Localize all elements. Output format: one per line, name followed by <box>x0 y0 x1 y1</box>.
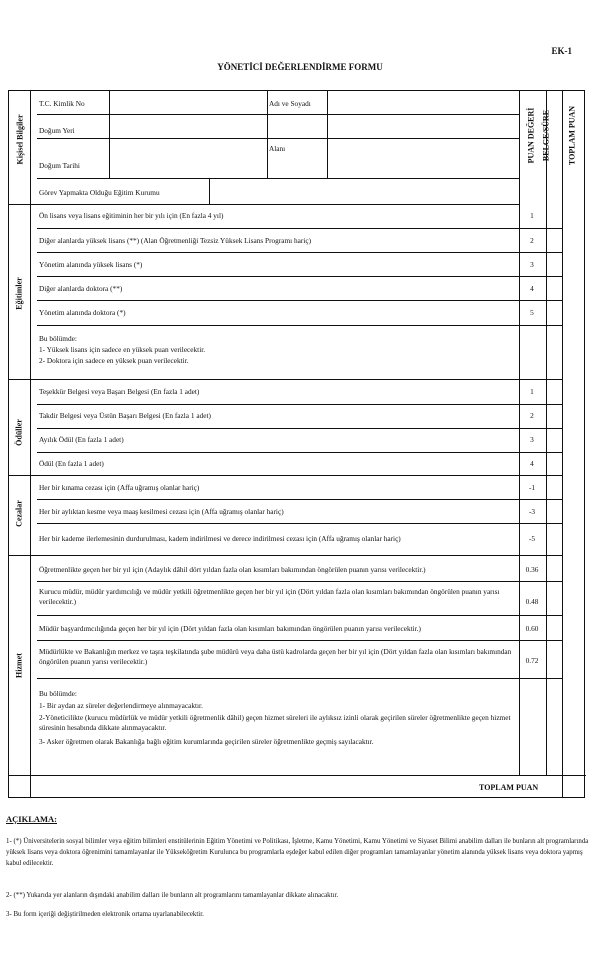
hizmet-value: 0.60 <box>525 624 539 633</box>
hizmet-note-title: Bu bölümde: <box>39 689 77 698</box>
label-ad: Adı ve Soyadı <box>269 99 311 108</box>
hizmet-value: 0.72 <box>525 656 539 665</box>
hizmet-item: Öğretmenlikte geçen her bir yıl için (Adaylık dâhil dört yıldan fazla olan kısımları bakımından öngörülen puanın yarısı verilecektir.) <box>39 565 426 574</box>
row-line <box>37 640 562 641</box>
ceza-value: -1 <box>528 483 536 492</box>
odul-item: Ödül (En fazla 1 adet) <box>39 459 104 468</box>
section-divider <box>30 91 31 797</box>
aciklama-p1: 1- (*) Üniversitelerin sosyal bilimler veya eğitim bilimleri enstitülerinin Eğitim Yönetimi ve Politikası, İşletme, Kamu Yönetimi, Kamu Yönetimi ve Siyaset Bilimi anabilim dalları ile bunların alt programlarında yüksek lisans veya doktora öğrenimini tamamlayanlar ile Yükseköğretim Kurulunca bu programlarla eşdeğer kabul edilen diğer programları tamamlayanlar yönetim alanında yüksek lisans veya doktora yapmış kabul edilecektir. <box>6 838 589 867</box>
row-line <box>37 523 562 524</box>
puan-col-line <box>519 91 520 775</box>
form-table <box>8 90 585 798</box>
puan-degeri-header: PUAN DEĞERİ <box>526 107 536 164</box>
label-dogum-tarihi: Doğum Tarihi <box>39 161 80 170</box>
ceza-value: -5 <box>528 534 536 543</box>
odul-value: 4 <box>530 459 534 468</box>
odul-item: Takdir Belgesi veya Üstün Başarı Belgesi (En fazla 1 adet) <box>39 411 211 420</box>
ceza-item: Her bir aylıktan kesme veya maaş kesilmesi cezası için (Affa uğramış olanlar hariç) <box>39 507 284 516</box>
aciklama-p2: 2- (**) Yukarıda yer alanların dışındaki anabilim dalları ile bunların alt programlarını tamamlayanlar dikkate alınacaktır. <box>6 892 339 899</box>
section-cezalar: Cezalar <box>14 500 24 527</box>
aciklama-title: AÇIKLAMA: <box>6 814 57 824</box>
form-title: YÖNETİCİ DEĞERLENDİRME FORMU <box>217 62 383 72</box>
egitim-value: 3 <box>530 260 534 269</box>
aciklama-p3: 3- Bu form içeriği değiştirilmeden elektronik ortama uyarlanabilecektir. <box>6 911 204 918</box>
belge-sure-header: BELGE/SÜRE <box>541 109 551 162</box>
row-line <box>9 379 562 380</box>
odul-item: Ayılık Ödül (En fazla 1 adet) <box>39 435 124 444</box>
row-line <box>37 678 562 679</box>
hizmet-value: 0.36 <box>525 565 539 574</box>
row-line <box>267 138 519 139</box>
egitim-value: 2 <box>530 236 534 245</box>
row-line <box>9 475 562 476</box>
hizmet-note: 1- Bir aydan az süreler değerlendirmeye alınmayacaktır. <box>39 701 203 710</box>
section-oduller: Ödüller <box>14 419 24 446</box>
row-line <box>37 300 562 301</box>
egitim-value: 5 <box>530 308 534 317</box>
row-line <box>37 581 562 582</box>
egitim-item: Diğer alanlarda yüksek lisans (**) (Alan Öğretmenliği Tezsiz Yüksek Lisans Programı hariç) <box>39 236 312 245</box>
label-alan: Alanı <box>269 144 286 153</box>
egitim-note-title: Bu bölümde: <box>39 334 77 343</box>
row-line <box>9 555 562 556</box>
egitim-item: Yönetim alanında yüksek lisans (*) <box>39 260 143 269</box>
label-kurum: Görev Yapmakta Olduğu Eğitim Kurumu <box>39 188 160 197</box>
row-line <box>9 204 519 205</box>
label-dogum-yeri: Doğum Yeri <box>39 126 75 135</box>
toplam-puan-header: TOPLAM PUAN <box>567 105 577 166</box>
ceza-item: Her bir kademe ilerlemesinin durdurulması, kadem indirilmesi ve derece indirilmesi cezası için (Affa uğramış olanlar hariç) <box>39 534 401 543</box>
egitim-value: 1 <box>530 211 534 220</box>
egitim-note: 1- Yüksek lisans için sadece en yüksek puan verilecektir. <box>39 345 206 354</box>
row-line <box>37 428 562 429</box>
egitim-item: Ön lisans veya lisans eğitiminin her bir yılı için (En fazla 4 yıl) <box>39 211 224 220</box>
row-line <box>37 404 562 405</box>
row-line <box>37 615 562 616</box>
odul-value: 1 <box>530 387 534 396</box>
row-line <box>37 499 562 500</box>
egitim-value: 4 <box>530 284 534 293</box>
odul-value: 3 <box>530 435 534 444</box>
toplam-col-line <box>562 91 563 797</box>
form-code: EK-1 <box>551 46 572 56</box>
hizmet-item: Müdürlükte ve Bakanlığın merkez ve taşra teşkilatında şube müdürü veya daha üstü kadrolarda geçen her bir yıl için (Dört yıldan fazla olan kısımları bakımından öngörülen puanın yarısı verilecektir.) <box>39 647 512 666</box>
odul-value: 2 <box>530 411 534 420</box>
row-line <box>37 228 562 229</box>
hizmet-note: 3- Asker öğretmen olarak Bakanlığa bağlı eğitim kurumlarında geçirilen süreler öğretmenlikte geçmiş sayılacaktır. <box>39 737 374 746</box>
odul-item: Teşekkür Belgesi veya Başarı Belgesi (En fazla 1 adet) <box>39 387 200 396</box>
col-line <box>209 178 210 204</box>
row-line <box>37 138 267 139</box>
hizmet-item: Müdür başyardımcılığında geçen her bir yıl için (Dört yıldan fazla olan kısımları bakımından öngörülen puanın yarısı verilecektir.) <box>39 624 421 633</box>
row-line <box>9 775 586 776</box>
section-hizmet: Hizmet <box>14 653 24 678</box>
hizmet-note: 2-Yöneticilikte (kurucu müdürlük ve müdür yetkili öğretmenlik dâhil) geçen hizmet süreleri ile aylıksız izinli olarak geçirilen süreler öğretmenlikte geçen hizmet süresinin hesabında dikkate alınmayacaktır. <box>39 713 511 732</box>
row-line <box>37 452 562 453</box>
col-line <box>109 91 110 178</box>
section-kisisel: Kişisel Bilgiler <box>15 114 25 165</box>
egitim-item: Diğer alanlarda doktora (**) <box>39 284 123 293</box>
hizmet-item: Kurucu müdür, müdür yardımcılığı ve müdür yetkili öğretmenlikte geçen her bir yıl için (Dört yıldan fazla olan kısımları bakımından öngörülen puanın yarısı verilecektir.) <box>39 587 500 606</box>
egitim-item: Yönetim alanında doktora (*) <box>39 308 126 317</box>
ceza-value: -3 <box>528 507 536 516</box>
ceza-item: Her bir kınama cezası için (Affa uğramış olanlar hariç) <box>39 483 200 492</box>
row-line <box>37 325 562 326</box>
label-tc: T.C. Kimlik No <box>39 99 85 108</box>
section-egitimler: Eğitimler <box>14 277 24 310</box>
row-line <box>37 252 562 253</box>
hizmet-value: 0.48 <box>525 597 539 606</box>
toplam-puan-label: TOPLAM PUAN <box>479 783 539 792</box>
row-line <box>37 178 519 179</box>
col-line <box>267 91 268 178</box>
egitim-note: 2- Doktora için sadece en yüksek puan verilecektir. <box>39 356 189 365</box>
belge-col-line <box>546 91 547 775</box>
col-line <box>327 91 328 178</box>
row-line <box>37 276 562 277</box>
